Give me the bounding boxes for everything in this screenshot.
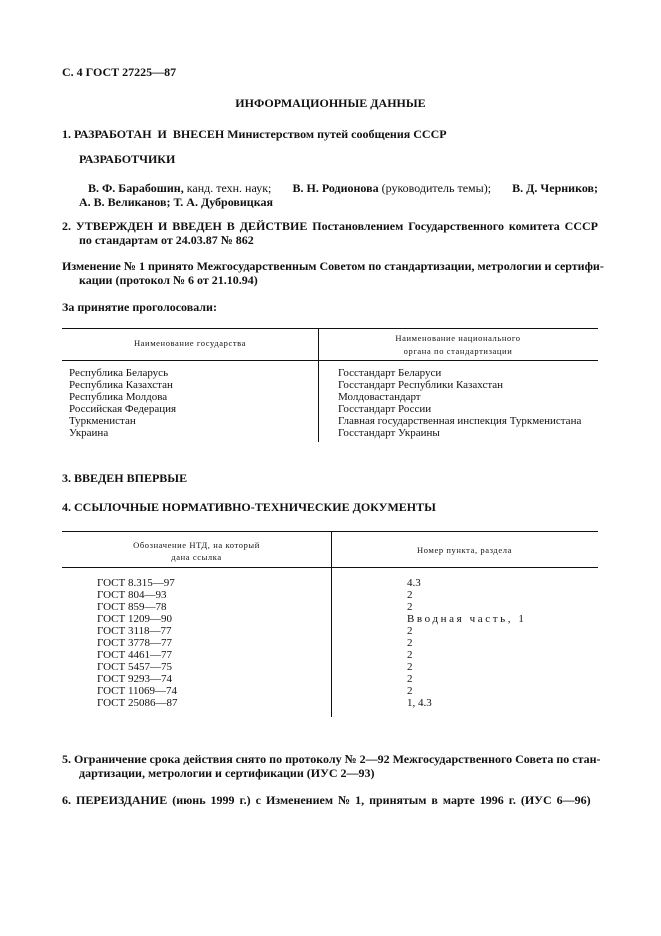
votes-table-header-rule xyxy=(62,360,598,361)
refs-header-doc-2: дана ссылка xyxy=(171,552,222,562)
ref-doc: ГОСТ 859—78 xyxy=(97,601,167,613)
vote-state: Республика Беларусь xyxy=(69,367,169,379)
votes-title: За принятие проголосовали: xyxy=(62,300,217,314)
ref-clause: 2 xyxy=(407,649,413,661)
ref-clause: 2 xyxy=(407,637,413,649)
section-2-line-1: 2. УТВЕРЖДЕН И ВВЕДЕН В ДЕЙСТВИЕ Постановлением Государственного комитета СССР xyxy=(62,219,598,233)
ref-doc: ГОСТ 3118—77 xyxy=(97,625,172,637)
section-1-num: 1. xyxy=(62,127,71,141)
ref-clause: 4.3 xyxy=(407,577,421,589)
developer-2-name: В. Н. Родионова xyxy=(292,181,379,195)
developers-title: РАЗРАБОТЧИКИ xyxy=(79,152,176,166)
refs-table-top-rule xyxy=(62,531,598,532)
vote-body: Госстандарт России xyxy=(338,403,432,415)
vote-body: Госстандарт Республики Казахстан xyxy=(338,379,504,391)
section-5-line-2: дартизации, метрологии и сертификации (ИУС 2—93) xyxy=(79,766,375,780)
ref-doc: ГОСТ 8.315—97 xyxy=(97,577,175,589)
vote-body: Молдовастандарт xyxy=(338,391,421,403)
votes-header-state: Наименование государства xyxy=(133,338,247,348)
refs-header-doc-1: Обозначение НТД, на который xyxy=(133,540,260,550)
refs-table-header-rule xyxy=(62,567,598,568)
votes-header-body-2: органа по стандартизации xyxy=(403,346,513,356)
page-title: ИНФОРМАЦИОННЫЕ ДАННЫЕ xyxy=(235,96,426,110)
ref-clause: 2 xyxy=(407,625,413,637)
ref-doc: ГОСТ 3778—77 xyxy=(97,637,172,649)
developer-1-role: канд. техн. наук; xyxy=(186,181,272,195)
vote-state: Украина xyxy=(69,427,109,439)
ref-doc: ГОСТ 4461—77 xyxy=(97,649,172,661)
ref-clause: 2 xyxy=(407,661,413,673)
section-6: 6. ПЕРЕИЗДАНИЕ (июнь 1999 г.) с Изменением № 1, принятым в марте 1996 г. (ИУС 6—96) xyxy=(62,793,591,807)
vote-body: Госстандарт Украины xyxy=(338,427,440,439)
developers-line-2: А. В. Великанов; Т. А. Дубровицкая xyxy=(79,195,273,209)
ref-doc: ГОСТ 9293—74 xyxy=(97,673,172,685)
vote-body: Главная государственная инспекция Туркменистана xyxy=(338,415,582,427)
refs-table-divider xyxy=(331,531,332,717)
developer-2-role: (руководитель темы); xyxy=(381,181,492,195)
ref-doc: ГОСТ 25086—87 xyxy=(97,697,178,709)
ref-clause: 1, 4.3 xyxy=(407,697,432,709)
vote-state: Республика Казахстан xyxy=(69,379,173,391)
ref-doc: ГОСТ 5457—75 xyxy=(97,661,172,673)
votes-table-top-rule xyxy=(62,328,598,329)
ref-clause: 2 xyxy=(407,601,413,613)
section-1-label: РАЗРАБОТАН И ВНЕСЕН xyxy=(74,127,225,141)
refs-header-clause: Номер пункта, раздела xyxy=(417,545,512,555)
section-2-line-2: по стандартам от 24.03.87 № 862 xyxy=(79,233,254,247)
vote-state: Российская Федерация xyxy=(69,403,177,415)
section-1 xyxy=(62,127,447,142)
ref-clause: 2 xyxy=(407,589,413,601)
change-line-1: Изменение № 1 принято Межгосударственным Советом по стандартизации, метрологии и сертифи- xyxy=(62,259,604,273)
developer-3-name: В. Д. Черников; xyxy=(512,181,598,195)
developer-1-name: В. Ф. Барабошин, xyxy=(88,181,184,195)
developers-line-1 xyxy=(88,181,598,196)
change-line-2: кации (протокол № 6 от 21.10.94) xyxy=(79,273,258,287)
ref-clause: 2 xyxy=(407,685,413,697)
section-5-line-1: 5. Ограничение срока действия снято по протоколу № 2—92 Межгосударственного Совета по стан- xyxy=(62,752,601,766)
ref-doc: ГОСТ 1209—90 xyxy=(97,613,172,625)
vote-state: Республика Молдова xyxy=(69,391,168,403)
vote-body: Госстандарт Беларуси xyxy=(338,367,442,379)
ref-clause: Вводная часть, 1 xyxy=(407,613,527,625)
ref-clause: 2 xyxy=(407,673,413,685)
section-3: 3. ВВЕДЕН ВПЕРВЫЕ xyxy=(62,471,188,485)
votes-header-body-1: Наименование национального xyxy=(395,333,521,343)
ref-doc: ГОСТ 804—93 xyxy=(97,589,167,601)
ref-doc: ГОСТ 11069—74 xyxy=(97,685,178,697)
vote-state: Туркменистан xyxy=(69,415,136,427)
section-4: 4. ССЫЛОЧНЫЕ НОРМАТИВНО-ТЕХНИЧЕСКИЕ ДОКУМЕНТЫ xyxy=(62,500,436,514)
page-header: С. 4 ГОСТ 27225—87 xyxy=(62,65,177,79)
section-1-text: Министерством путей сообщения СССР xyxy=(227,127,447,141)
